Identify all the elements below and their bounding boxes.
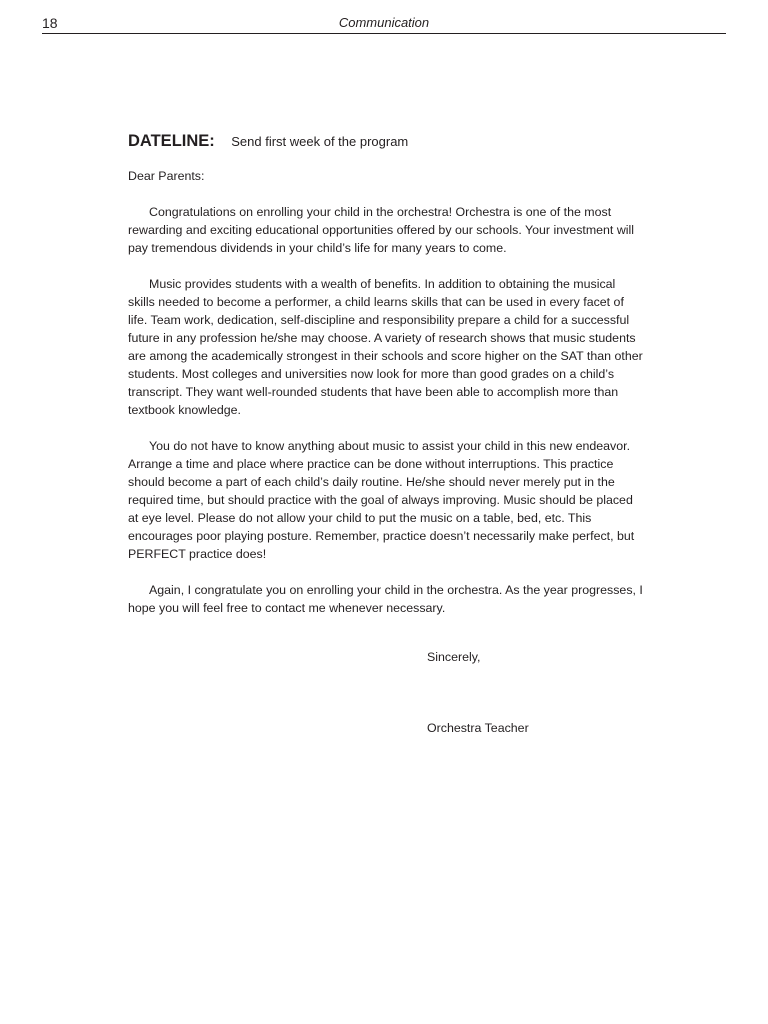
letter-paragraph: You do not have to know anything about music to assist your child in this new endeavor. Arrange a time and place where practice can be done without interruptions. This practice should become a part of each child’s daily routine. He/she should never merely put in the required time, but should practice with the goal of always improving. Music should be placed at eye level. Please do not allow your child to put the music on a table, bed, etc. This encourages poor playing posture. Remember, practice doesn’t necessarily make perfect, but PERFECT practice does!	[128, 439, 635, 561]
letter-paragraph: Congratulations on enrolling your child in the orchestra! Orchestra is one of the most rewarding and exciting educational opportunities offered by our schools. Your investment will pay tremendous dividends in your child’s life for many years to come.	[128, 205, 635, 255]
dateline	[128, 129, 408, 154]
page-number: 18	[42, 15, 58, 31]
letter-paragraph: Again, I congratulate you on enrolling your child in the orchestra. As the year progresses, I hope you will feel free to contact me whenever necessary.	[128, 583, 643, 615]
letter-body	[128, 167, 643, 635]
salutation: Dear Parents:	[128, 169, 205, 183]
header-rule	[42, 33, 726, 34]
letter-closing: Sincerely,	[427, 650, 481, 664]
dateline-label: DATELINE:	[128, 132, 215, 150]
letter-signature: Orchestra Teacher	[427, 721, 529, 735]
letter-paragraph: Music provides students with a wealth of benefits. In addition to obtaining the musical skills needed to become a performer, a child learns skills that can be used in every facet of life. Team work, dedication, self-discipline and responsibility prepare a child for a successful future in any profession he/she may choose. A variety of research shows that music students are among the academically strongest in their schools and score higher on the SAT than other students. Most colleges and universities now look for more than good grades on a child’s transcript. They want well-rounded students that have been able to accomplish more than textbook knowledge.	[128, 277, 643, 417]
dateline-value: Send first week of the program	[231, 134, 409, 149]
running-head: Communication	[338, 15, 430, 30]
